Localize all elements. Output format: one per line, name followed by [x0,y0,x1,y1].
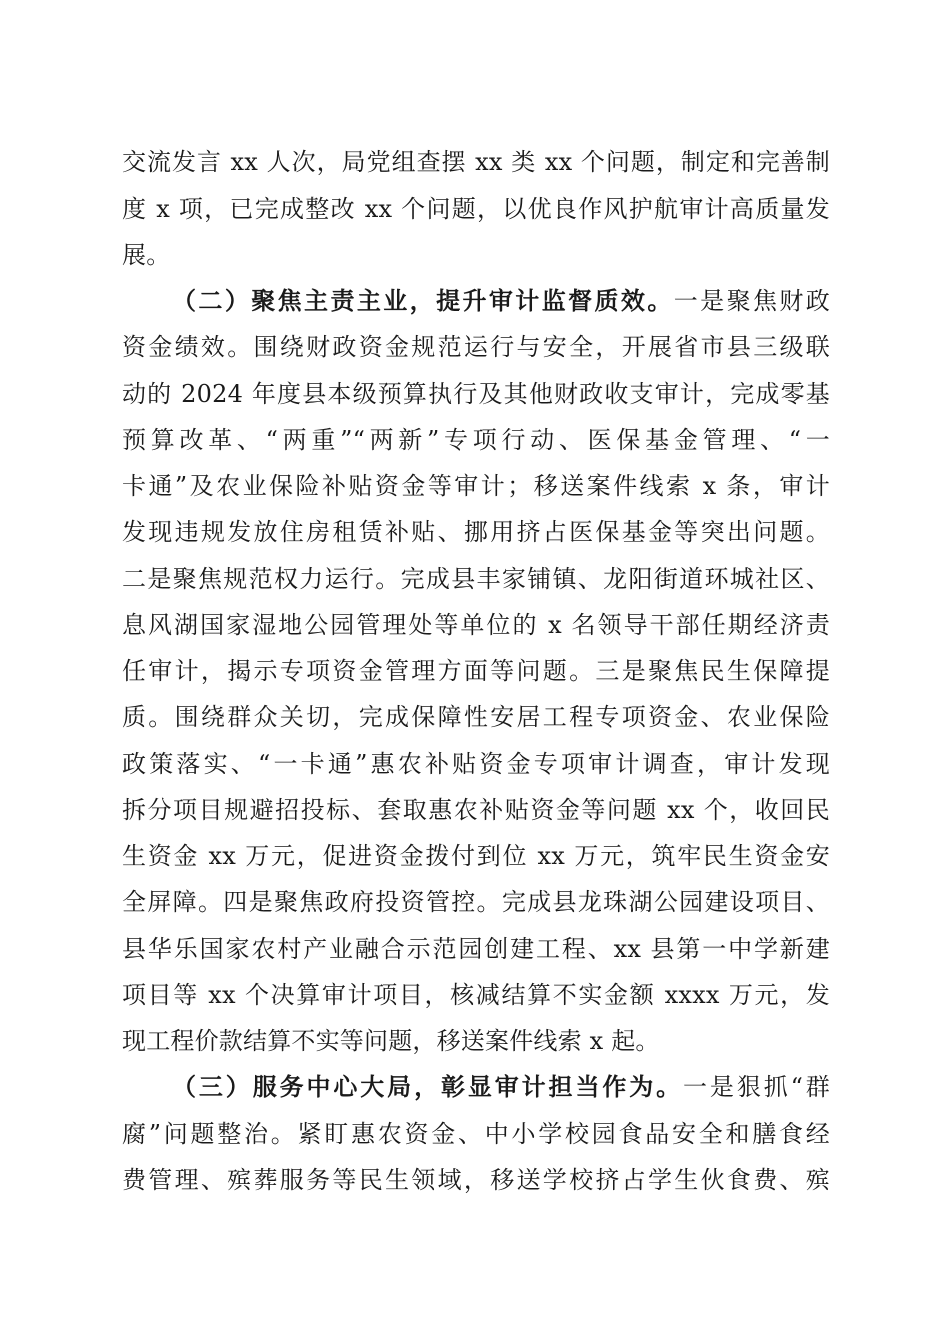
text-line: 息风湖国家湿地公园管理处等单位的 x 名领导干部任期经济责 [122,611,830,639]
text-line: 质。围绕群众关切，完成保障性安居工程专项资金、农业保险 [122,703,830,731]
text-line: 动的 2024 年度县本级预算执行及其他财政收支审计，完成零基 [122,380,830,408]
section-heading: （二）聚焦主责主业，提升审计监督质效。 [172,286,674,315]
text-line: 资金绩效。围绕财政资金规范运行与安全，开展省市县三级联 [122,333,830,361]
text-line: 拆分项目规避招投标、套取惠农补贴资金等问题 xx 个，收回民 [122,796,830,824]
section-heading-line [172,281,830,321]
section-heading: （三）服务中心大局，彰显审计担当作为。 [172,1072,684,1101]
text-line: 度 x 项，已完成整改 xx 个问题，以优良作风护航审计高质量发 [122,195,830,223]
text-run: 一是聚焦财政 [673,287,830,315]
text-line: 生资金 xx 万元，促进资金拨付到位 xx 万元，筑牢民生资金安 [122,842,830,870]
text-line: 展。 [122,241,171,269]
text-line: 项目等 xx 个决算审计项目，核减结算不实金额 xxxx 万元，发 [122,981,830,1009]
text-line: 任审计，揭示专项资金管理方面等问题。三是聚焦民生保障提 [122,657,830,685]
text-line: 发现违规发放住房租赁补贴、挪用挤占医保基金等突出问题。 [122,518,830,546]
text-line: 二是聚焦规范权力运行。完成县丰家铺镇、龙阳街道环城社区、 [122,565,830,593]
text-line: 费管理、殡葬服务等民生领域，移送学校挤占学生伙食费、殡 [122,1166,830,1194]
section-heading-line [172,1067,830,1107]
text-line: 全屏障。四是聚焦政府投资管控。完成县龙珠湖公园建设项目、 [122,888,830,916]
text-line: 预算改革、“两重”“两新”专项行动、医保基金管理、“一 [122,426,830,454]
text-line: 县华乐国家农村产业融合示范园创建工程、xx 县第一中学新建 [122,935,830,963]
text-line: 卡通”及农业保险补贴资金等审计；移送案件线索 x 条，审计 [122,472,830,500]
text-line: 腐”问题整治。紧盯惠农资金、中小学校园食品安全和膳食经 [122,1120,830,1148]
text-line: 政策落实、“一卡通”惠农补贴资金专项审计调查，审计发现 [122,750,830,778]
text-run: 一是狠抓“群 [683,1073,830,1101]
text-line: 现工程价款结算不实等问题，移送案件线索 x 起。 [122,1027,660,1055]
text-line: 交流发言 xx 人次，局党组查摆 xx 类 xx 个问题，制定和完善制 [122,148,830,176]
